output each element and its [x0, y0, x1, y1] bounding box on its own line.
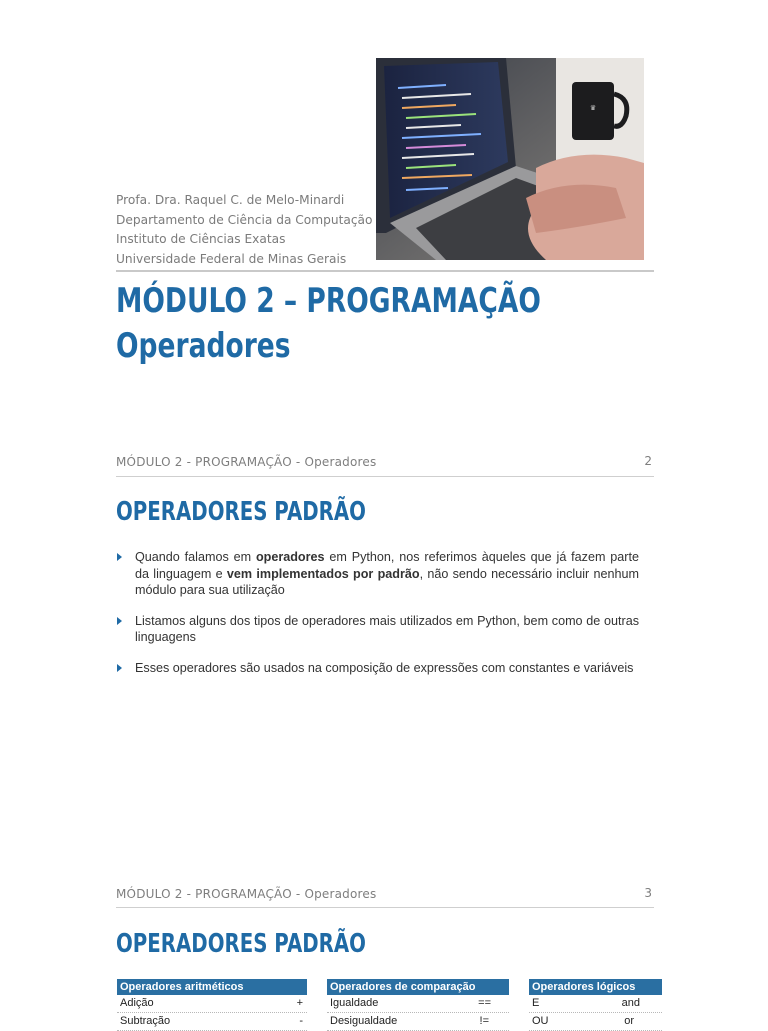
operator-name: Adição [120, 997, 154, 1009]
author-university: Universidade Federal de Minas Gerais [116, 251, 347, 266]
bullet-text: em Python, nos referimos àqueles que já fazem parte da linguagem e [135, 550, 639, 581]
operator-name: Desigualdade [330, 1015, 398, 1027]
module-title: MÓDULO 2 – PROGRAMAÇÃO [116, 281, 541, 321]
operator-name: E [532, 997, 540, 1009]
bullet-text: , não sendo necessário incluir nenhum módulo para sua utilização [135, 566, 640, 597]
operator-symbol: + [296, 997, 303, 1009]
section-title: OPERADORES PADRÃO [116, 929, 366, 959]
laptop-photo [376, 58, 644, 260]
comparison-operators-table [327, 979, 509, 1031]
table-row [117, 995, 307, 1013]
page-number: 3 [644, 886, 652, 900]
bullet-item [116, 549, 639, 599]
operator-name: Subtração [120, 1015, 171, 1027]
bullet-text: Quando falamos em [135, 550, 256, 564]
slide-header: MÓDULO 2 - PROGRAMAÇÃO - Operadores [116, 455, 377, 469]
section-title: OPERADORES PADRÃO [116, 497, 366, 527]
author-name: Profa. Dra. Raquel C. de Melo-Minardi [116, 193, 345, 207]
table-heading: Operadores lógicos [529, 979, 662, 995]
table-row [117, 1013, 307, 1031]
operator-name: OU [532, 1015, 549, 1027]
operator-symbol: == [478, 997, 491, 1009]
bullet-text: Listamos alguns dos tipos de operadores mais utilizados em Python, bem como de outras linguagens [135, 613, 639, 644]
bullet-bold: vem implementados por padrão [226, 566, 420, 581]
arithmetic-operators-table [117, 979, 307, 1031]
slide-header: MÓDULO 2 - PROGRAMAÇÃO - Operadores [116, 887, 377, 901]
bullet-arrow-icon [117, 617, 122, 625]
operator-name: Igualdade [330, 997, 379, 1009]
bullet-bold: operadores [255, 550, 325, 564]
title-divider [116, 270, 654, 272]
bullet-item [116, 613, 639, 646]
bullet-arrow-icon [117, 664, 122, 672]
table-row [529, 995, 662, 1013]
bullet-text: Esses operadores são usados na composição de expressões com constantes e variáveis [135, 660, 634, 675]
table-row [327, 995, 509, 1013]
author-info [116, 191, 376, 269]
table-heading: Operadores aritméticos [117, 979, 307, 995]
bullet-arrow-icon [117, 553, 122, 561]
author-department: Departamento de Ciência da Computação [116, 212, 373, 227]
table-row [327, 1013, 509, 1031]
logical-operators-table [529, 979, 662, 1031]
bullet-item [116, 660, 639, 677]
bullet-list [116, 549, 639, 690]
module-subtitle: Operadores [116, 326, 291, 366]
author-institute: Instituto de Ciências Exatas [116, 232, 286, 246]
operator-symbol: - [299, 1015, 303, 1027]
operator-symbol: and [621, 997, 640, 1009]
header-divider [116, 476, 654, 477]
operator-symbol: or [624, 1015, 634, 1027]
page-number: 2 [644, 454, 652, 468]
operator-symbol: != [479, 1015, 489, 1027]
svg-text:♛: ♛ [589, 104, 597, 112]
table-heading: Operadores de comparação [327, 979, 509, 995]
table-row [529, 1013, 662, 1031]
header-divider [116, 907, 654, 908]
